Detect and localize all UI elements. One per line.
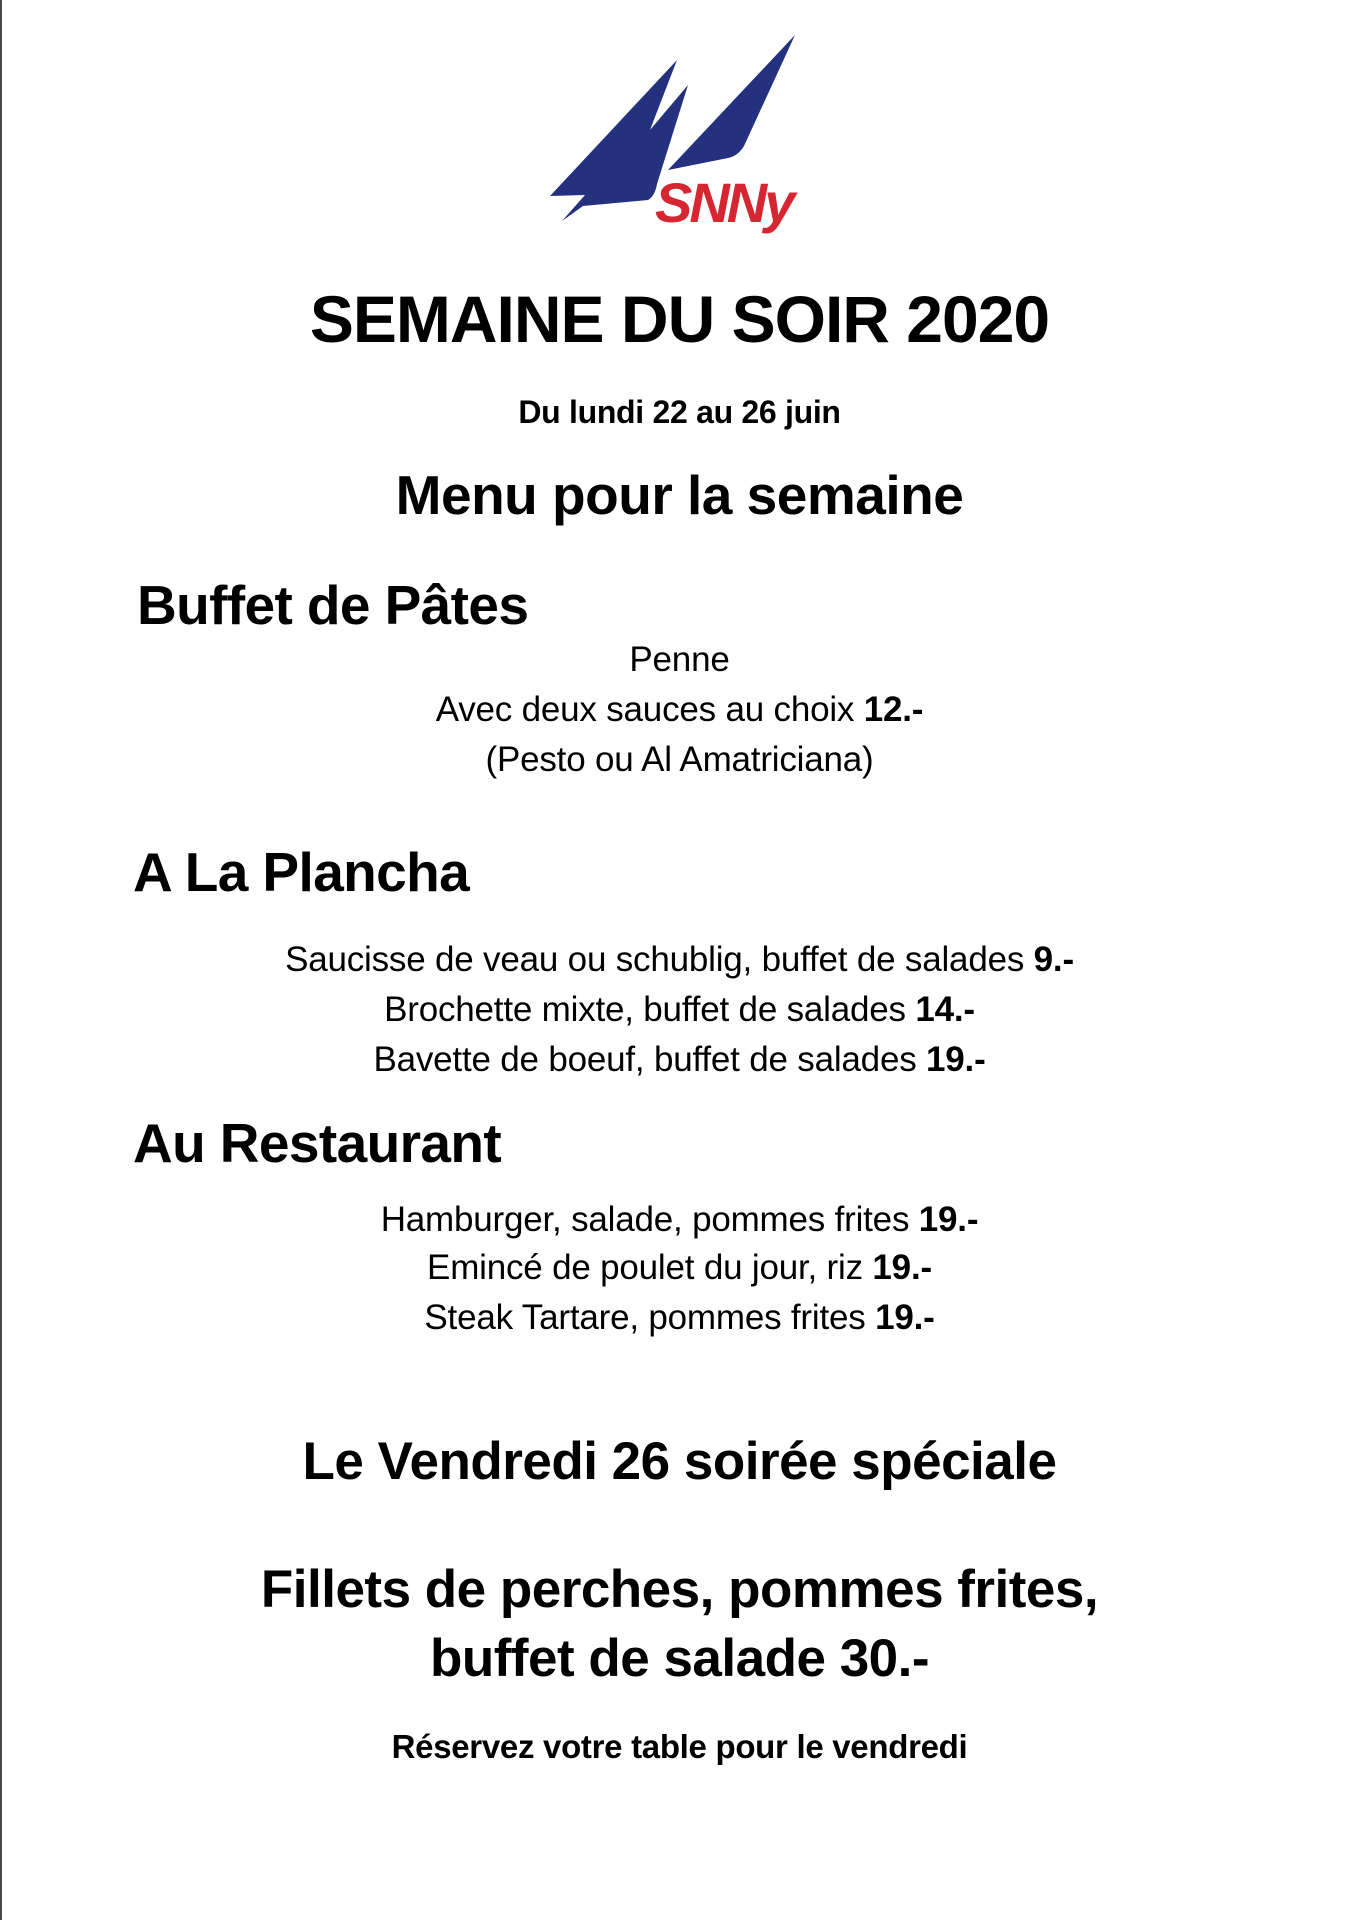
menu-line [0, 1250, 1359, 1285]
menu-line [0, 992, 1359, 1027]
menu-line-text: Avec deux sauces au choix [435, 690, 864, 729]
special-dish-line-1: Fillets de perches, pommes frites, [260, 1560, 1099, 1619]
special-dish-line-2: buffet de salade 30.- [429, 1629, 930, 1688]
menu-line-price: 12.- [863, 690, 924, 729]
menu-line-text: Penne [629, 640, 730, 679]
menu-line [0, 742, 1359, 777]
menu-line-price: 14.- [915, 990, 975, 1029]
menu-line [0, 1300, 1359, 1335]
section-title-pates: Buffet de Pâtes [137, 574, 529, 636]
menu-line [0, 1042, 1359, 1077]
sailboat-sails-icon [540, 20, 840, 250]
menu-line-text: Hamburger, salade, pommes frites [380, 1200, 919, 1239]
section-title-plancha: A La Plancha [133, 841, 470, 903]
menu-line [0, 1202, 1359, 1237]
menu-line [0, 692, 1359, 727]
reservation-note: Réservez votre table pour le vendredi [391, 1728, 968, 1765]
date-range: Du lundi 22 au 26 juin [518, 394, 841, 430]
menu-line [0, 642, 1359, 677]
menu-line-text: (Pesto ou Al Amatriciana) [485, 740, 874, 779]
menu-line-text: Steak Tartare, pommes frites [424, 1298, 876, 1337]
logo-wordmark: SNNy [655, 171, 793, 234]
menu-line-price: 19.- [918, 1200, 979, 1239]
section-title-restaurant: Au Restaurant [133, 1112, 502, 1174]
page-title: SEMAINE DU SOIR 2020 [309, 282, 1050, 356]
menu-line-price: 19.- [926, 1040, 986, 1079]
menu-line-price: 19.- [875, 1298, 935, 1337]
menu-line-text: Brochette mixte, buffet de salades [384, 990, 916, 1029]
menu-line-price: 19.- [872, 1248, 932, 1287]
snny-logo [540, 20, 840, 250]
menu-line-text: Saucisse de veau ou schublig, buffet de salades [285, 940, 1034, 979]
menu-line-text: Emincé de poulet du jour, riz [427, 1248, 873, 1287]
special-evening-heading: Le Vendredi 26 soirée spéciale [302, 1432, 1057, 1491]
menu-line [0, 942, 1359, 977]
menu-subtitle: Menu pour la semaine [395, 464, 964, 526]
menu-line-price: 9.- [1033, 940, 1074, 979]
menu-line-text: Bavette de boeuf, buffet de salades [373, 1040, 927, 1079]
